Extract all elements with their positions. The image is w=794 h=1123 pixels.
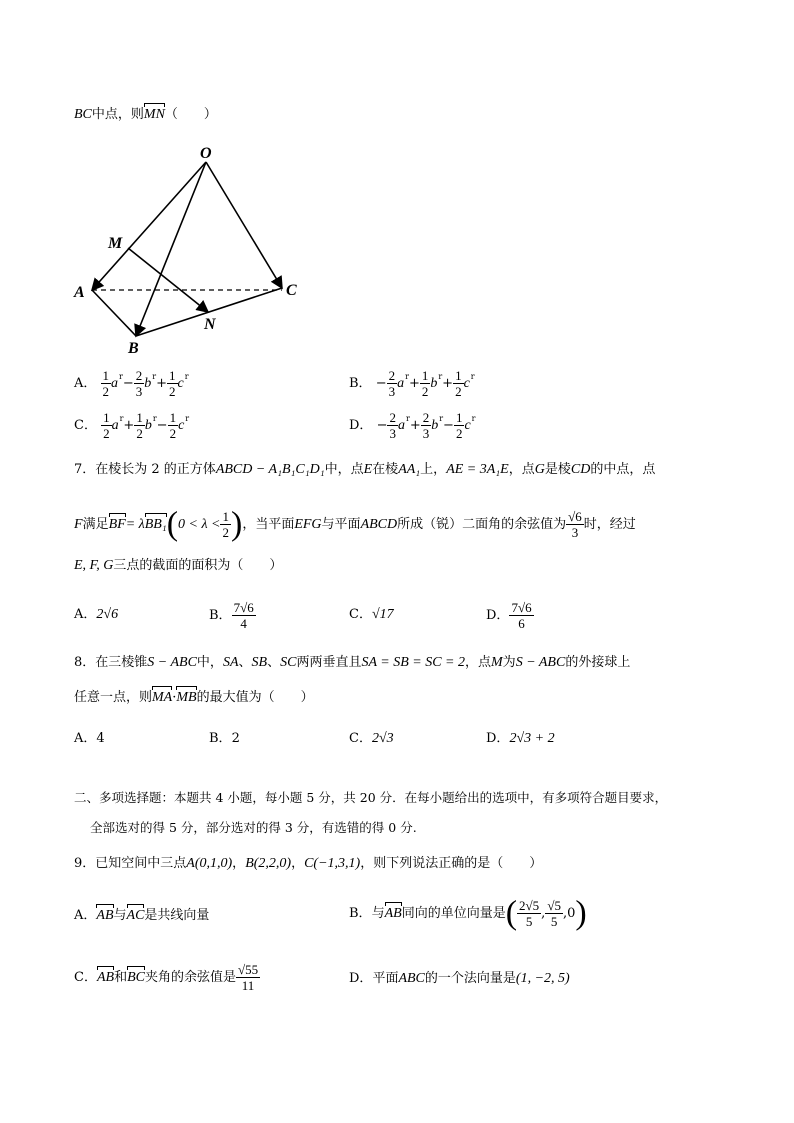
label-m: M — [108, 235, 123, 252]
q8-option-a[interactable]: A．4 — [74, 731, 105, 746]
q7-option-a[interactable]: A．2√6 — [74, 607, 119, 622]
q8-option-d[interactable]: D．2√3 + 2 — [486, 731, 555, 746]
edge-ab — [92, 290, 136, 336]
q7-line-1: 7．在棱长为 2 的正方体ABCD − A₁B₁C₁D₁中，点E在棱AA₁上，AE = 3A₁E，点G是棱CD的中点，点 — [74, 462, 656, 477]
q9-option-c[interactable]: C．AB和BC夹角的余弦值是 $\frac{√55}{11}$ — [74, 962, 259, 993]
q9-option-b[interactable]: B．与AB同向的单位向量是( $\frac{2√5}{5}$ , $\frac{√5}{5}$ ,0) — [349, 894, 587, 932]
vector-bf: BF — [108, 517, 126, 532]
q6-segment-bc: BC — [74, 107, 92, 122]
edge-ob — [136, 162, 206, 336]
cosine-fraction: $\frac{√6}{3}$ — [568, 509, 582, 540]
option-letter: A． — [74, 376, 97, 391]
vector-ma: MA — [152, 690, 173, 705]
q6-option-c[interactable]: C． $\frac{1}{2}$ $a^r+$ $\frac{1}{2}$ $b^r-$ $\frac{1}{2}$ $c^r$ — [74, 410, 190, 441]
section-2-header: 二、多项选择题：本题共 4 小题，每小题 5 分，共 20 分．在每小题给出的选项中，有多项符合题目要求， — [74, 790, 668, 805]
label-c: C — [286, 282, 297, 299]
q8-option-c[interactable]: C．2√3 — [349, 731, 394, 746]
q6-midpoint-text: 中点，则 — [91, 107, 144, 122]
option-letter: D． — [349, 418, 373, 433]
q9-option-a[interactable]: A．AB与AC是共线向量 — [74, 908, 210, 923]
q6-option-a[interactable]: A． $\frac{1}{2}$ $a^r-$ $\frac{2}{3}$ $b^r+$ $\frac{1}{2}$ $c^r$ — [74, 368, 189, 399]
edge-oc — [206, 162, 282, 288]
label-a: A — [74, 284, 85, 301]
section-2-header-cont: 全部选对的得 5 分，部分选对的得 3 分，有选错的得 0 分. — [90, 820, 417, 835]
label-b: B — [128, 340, 139, 357]
label-o: O — [200, 145, 212, 162]
option-letter: C． — [74, 418, 97, 433]
coef-fraction: $\frac{1}{2}$ — [102, 368, 110, 399]
q6-option-b[interactable]: B． − $\frac{2}{3}$ $a^r+$ $\frac{1}{2}$ $b^r+$ $\frac{1}{2}$ $c^r$ — [349, 368, 475, 399]
vector-bb1: BB₁ — [144, 517, 167, 532]
q8-option-b[interactable]: B．2 — [209, 731, 240, 746]
q9-stem: 9．已知空间中三点A(0,1,0)，B(2,2,0)，C(−1,3,1)，则下列说法正确的是（ ） — [74, 856, 543, 871]
q8-line-2: 任意一点，则MA·MB的最大值为（ ） — [74, 690, 314, 705]
q7-line-3: E, F, G三点的截面的面积为（ ） — [74, 558, 283, 573]
q8-line-1: 8．在三棱锥S − ABC中，SA、SB、SC两两垂直且SA = SB = SC = 2，点M为S − ABC的外接球上 — [74, 655, 631, 670]
q7-option-b[interactable]: B． $\frac{7√6}{4}$ — [209, 600, 254, 631]
q9-option-d[interactable]: D．平面ABC的一个法向量是(1, −2, 5) — [349, 971, 570, 986]
option-letter: B． — [349, 376, 372, 391]
q6-vector-mn: MN — [143, 107, 165, 122]
q6-answer-blank: （ ） — [164, 107, 217, 122]
vector-mb: MB — [176, 690, 197, 705]
tetrahedron-figure — [70, 140, 320, 365]
q7-option-c[interactable]: C．√17 — [349, 607, 394, 622]
edge-oa — [92, 162, 206, 290]
q7-option-d[interactable]: D． $\frac{7√6}{6}$ — [486, 600, 532, 631]
q6-option-d[interactable]: D． − $\frac{2}{3}$ $a^r+$ $\frac{2}{3}$ $b^r-$ $\frac{1}{2}$ $c^r$ — [349, 410, 476, 441]
q6-tail-line — [74, 106, 217, 124]
label-n: N — [204, 316, 216, 333]
q7-line-2: F满足BF= λBB₁(0 < λ < $\frac{1}{2}$ )，当平面EFG与平面ABCD所成（锐）二面角的余弦值为 $\frac{√6}{3}$ 时，经过 — [74, 505, 636, 543]
